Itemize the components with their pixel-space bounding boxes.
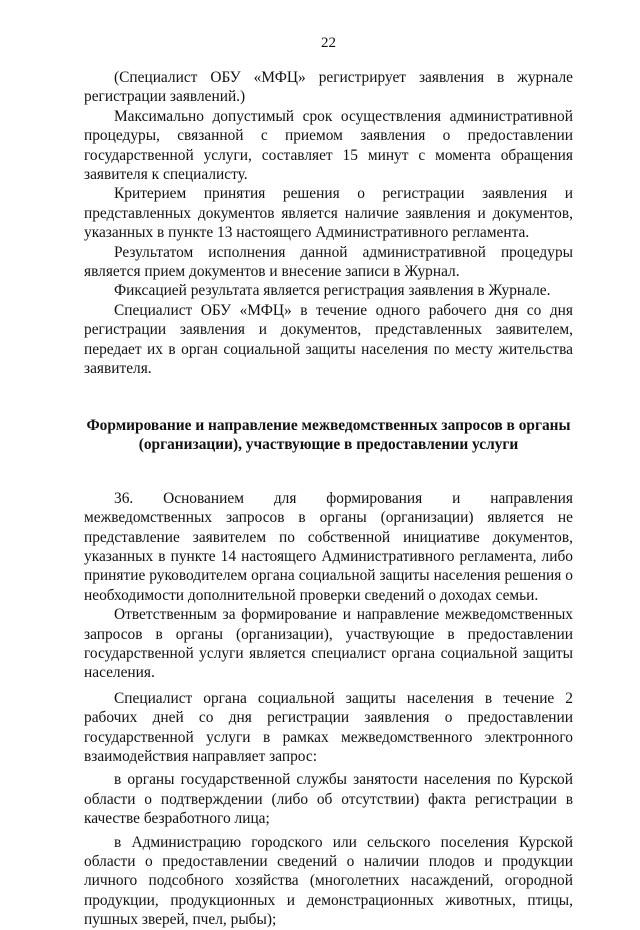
section-heading: Формирование и направление межведомственных запросов в органы (организации), участвующие в предоставлении услуги bbox=[86, 416, 571, 454]
paragraph-procedure-result: Результатом исполнения данной административной процедуры является прием документов и внесение записи в Журнал. bbox=[84, 243, 573, 281]
page-number: 22 bbox=[321, 35, 336, 51]
list-item-employment-service: в органы государственной службы занятости населения по Курской области о подтверждении (либо об отсутствии) факта регистрации в качестве безработного лица; bbox=[84, 771, 573, 828]
list-item-settlement-administration: в Администрацию городского или сельского поселения Курской области о предоставлении сведений о наличии плодов и продукции личного подсобного хозяйства (многолетних насаждений, огородной продукции, продукционных и демонстрационных животных, птицы, пушных зверей, пчел, рыбы); bbox=[84, 833, 573, 929]
paragraph-request-intro: Специалист органа социальной защиты населения в течение 2 рабочих дней со дня регистрации заявления о предоставлении государственной услуги в рамках межведомственного электронного взаимодействия направляет запрос: bbox=[84, 689, 573, 765]
paragraph-mfc-registration: (Специалист ОБУ «МФЦ» регистрирует заявления в журнале регистрации заявлений.) bbox=[84, 69, 573, 106]
paragraph-decision-criterion: Критерием принятия решения о регистрации заявления и представленных документов является наличие заявления и документов, указанных в пункте 13 настоящего Административного регламента. bbox=[84, 185, 573, 242]
paragraph-document-transfer: Специалист ОБУ «МФЦ» в течение одного рабочего дня со дня регистрации заявления и документов, представленных заявителем, передает их в орган социальной защиты населения по месту жительства заявителя. bbox=[84, 301, 573, 378]
paragraph-responsible-specialist: Ответственным за формирование и направление межведомственных запросов в органы (организации), участвующие в предоставлении государственной услуги является специалист органа социальной защиты населения. bbox=[84, 606, 573, 682]
paragraph-max-duration: Максимально допустимый срок осуществления административной процедуры, связанной с приемом заявления о предоставлении государственной услуги, составляет 15 минут с момента обращения заявителя к специалисту. bbox=[84, 107, 573, 184]
paragraph-36-basis: 36. Основанием для формирования и направления межведомственных запросов в органы (организации) является не представление заявителем по собственной инициативе документов, указанных в пункте 14 настоящего Административного регламента, либо принятие руководителем органа социальной защиты населения решения о необходимости дополнительной проверки сведений о доходах семьи. bbox=[84, 489, 573, 604]
paragraph-result-fixation: Фиксацией результата является регистрация заявления в Журнале. bbox=[114, 282, 551, 300]
